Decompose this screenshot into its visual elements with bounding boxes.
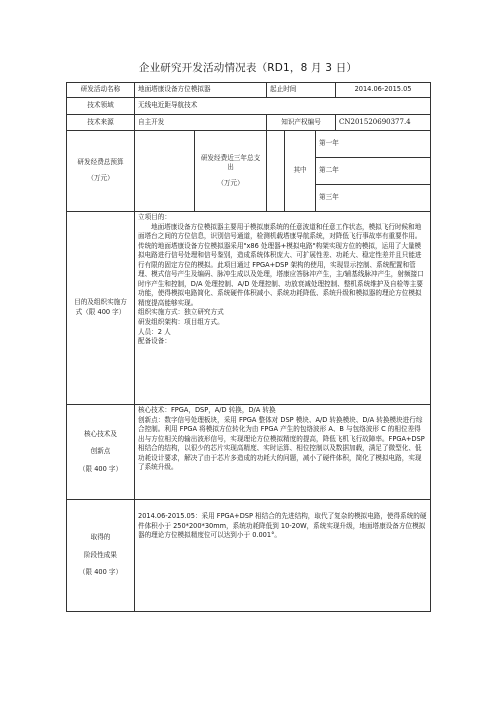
innovation-text: 创新点：数字信号处理板块，采用 FPGA 整体对 DSP 模块、A/D 转换模块、D/A 转换模块进行综合控制。利用 FPGA 将模拟方位转化为由 FPGA 产生的包络波形 A、B 与包络波形 C 的相位差得出与方位相关的输出波形信号，实现理论方位模拟精度的提高，降低飞机飞行故障率。FPGA+DSP 相结合的结构，以很少的芯片实现高精度、实时运算、相位控制以及数据加载，满足了微型化、低功耗设计要求，解决了由于芯片多造成的功耗大的问题，减小了硬件体积，简化了模拟电路，实现了系统升级。 bbox=[138, 415, 425, 472]
innovation-label-line3: （限 400 字） bbox=[78, 464, 123, 473]
year3-label: 第三年 bbox=[316, 185, 431, 212]
among-label: 其中 bbox=[285, 131, 316, 212]
activity-name-value: 地面塔康设备方位模拟器 bbox=[135, 83, 267, 98]
year2-label: 第二年 bbox=[316, 158, 431, 185]
activity-name-label: 研发活动名称 bbox=[67, 83, 135, 98]
budget-total-value bbox=[135, 131, 195, 212]
innovation-label bbox=[67, 405, 135, 500]
purpose-label-line2: 式（限 400 字） bbox=[75, 308, 126, 316]
budget-total-label bbox=[67, 131, 135, 212]
innovation-content bbox=[135, 405, 431, 500]
budget-recent-value bbox=[267, 131, 285, 212]
time-label: 起止时间 bbox=[267, 83, 336, 98]
ip-label: 知识产权编号 bbox=[267, 115, 336, 131]
purpose-content bbox=[135, 212, 431, 405]
core-tech-text: 核心技术：FPGA，DSP，A/D 转换，D/A 转换 bbox=[138, 406, 276, 414]
budget-total-label-line1: 研发经费总预算 bbox=[77, 158, 124, 167]
budget-total-label-line2: （万元） bbox=[87, 174, 114, 182]
tech-field-value: 无线电近距导航技术 bbox=[135, 98, 431, 115]
tech-source-value: 自主开发 bbox=[135, 115, 267, 131]
purpose-label bbox=[67, 212, 135, 405]
achievement-label-line1: 取得的 bbox=[90, 533, 111, 542]
year1-label: 第一年 bbox=[316, 131, 431, 158]
achievement-content bbox=[135, 500, 431, 612]
achievement-label bbox=[67, 500, 135, 612]
tech-field-label: 技术领域 bbox=[67, 98, 135, 115]
purpose-paragraph: 地面塔康设备方位模拟器主要用于模拟康系统的任意波道和任意工作状态，模拟飞行时候和地面塔台之间的方位信息，识别信号通道，检测机载塔康导航系统，对降低飞行事故率有重要作用。传统的地面塔康设备方位模拟器采用"x86 处理器+模拟电路"构架实现方位的模拟，运用了大量模拟电路进行信号处理和信号鉴别，造成系统体积庞大、可扩展性差、功耗大、稳定性差并且只能进行有限的固定方位的模拟。此项目通过 FPGA+DSP 架构的使用，实现显示控制、系统配置和管理、模式信号产生及编码、脉冲生成以及处理，塔康应答脉冲产生，主/辅基线脉冲产生，射频接口时序产生和控制，D/A 处理控制、A/D 处理控制、功放衰减处理控制、整机系统维护及自检等主要功能，使得模拟电路简化、系统硬件体积减小、系统功耗降低、系统升级和模拟器的理论方位模拟精度提高能够实现。 bbox=[138, 222, 424, 307]
purpose-label-line1: 目的及组织实施方 bbox=[74, 298, 127, 307]
time-value: 2014.06-2015.05 bbox=[336, 83, 431, 98]
purpose-staff: 人员：2 人 bbox=[138, 327, 171, 336]
purpose-method: 组织实施方式：独立研究方式 bbox=[138, 308, 224, 317]
ip-value: CN201520690377.4 bbox=[336, 115, 431, 131]
page-title: 企业研究开发活动情况表（RD1，8 月 3 日） bbox=[138, 62, 358, 74]
innovation-label-line1: 核心技术及 bbox=[84, 429, 117, 438]
purpose-equipment: 配备设备： bbox=[138, 337, 171, 346]
budget-recent-label-line2: （万元） bbox=[217, 178, 244, 187]
rd-activity-table bbox=[66, 82, 431, 612]
purpose-heading: 立项目的： bbox=[138, 213, 171, 221]
tech-source-label: 技术来源 bbox=[67, 115, 135, 131]
budget-recent-label-line1: 研发经费近三年总支出 bbox=[200, 153, 261, 172]
budget-recent-label bbox=[195, 131, 267, 212]
achievement-label-line3: （限 400 字） bbox=[78, 568, 123, 577]
achievement-label-line2: 阶段性成果 bbox=[84, 550, 117, 559]
achievement-text: 2014.06-2015.05：采用 FPGA+DSP 相结合的先进结构，取代了复杂的模拟电路，使得系统的硬件体积小于 250*200*30mm，系统功耗降低到 10-20W，系统实现升级，地面塔康设备方位模拟器的理论方位模拟精度位可以达到小于 0.001°。 bbox=[138, 512, 427, 540]
purpose-org: 研发组织架构：项目组方式。 bbox=[138, 318, 224, 327]
innovation-label-line2: 创新点 bbox=[90, 447, 111, 456]
